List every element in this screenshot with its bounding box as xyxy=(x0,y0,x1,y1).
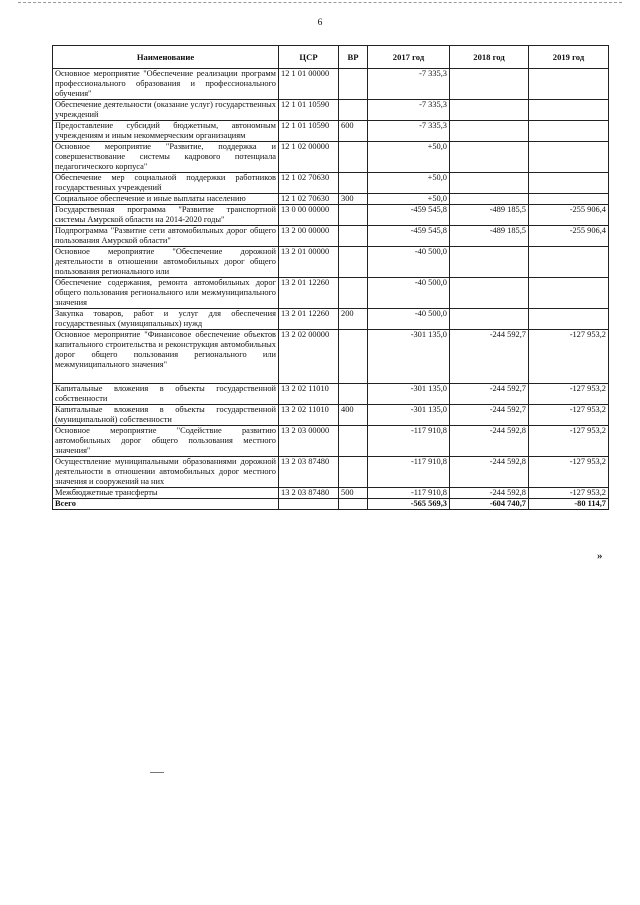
bottom-scan-mark xyxy=(150,772,164,773)
row-2018-cell: -244 592,8 xyxy=(450,457,529,488)
row-2019-cell: -127 953,2 xyxy=(529,330,609,384)
row-csr-cell: 13 2 01 00000 xyxy=(279,247,339,278)
table-row xyxy=(53,100,609,121)
row-2018-cell: -244 592,7 xyxy=(450,405,529,426)
page-number: 6 xyxy=(317,18,323,28)
table-row xyxy=(53,69,609,100)
row-name-cell: Обеспечение содержания, ремонта автомобильных дорог общего пользования регионального или межмуниципального значения xyxy=(53,278,279,309)
row-name-cell: Социальное обеспечение и иные выплаты населению xyxy=(53,194,279,205)
row-vr-cell xyxy=(339,69,368,100)
row-2018-cell: -489 185,5 xyxy=(450,226,529,247)
row-2019-cell: -127 953,2 xyxy=(529,457,609,488)
row-vr-cell xyxy=(339,384,368,405)
table-row xyxy=(53,194,609,205)
row-csr-cell: 13 2 03 87480 xyxy=(279,488,339,499)
row-2019-cell: -127 953,2 xyxy=(529,426,609,457)
row-vr-cell: 200 xyxy=(339,309,368,330)
row-2019-cell: -255 906,4 xyxy=(529,226,609,247)
top-dashed-line xyxy=(18,2,622,3)
table-row xyxy=(53,121,609,142)
header-vr: ВР xyxy=(339,46,368,69)
row-2017-cell: -117 910,8 xyxy=(368,457,450,488)
row-2017-cell: -117 910,8 xyxy=(368,488,450,499)
row-2017-cell: -7 335,3 xyxy=(368,100,450,121)
row-csr-cell: 12 1 02 70630 xyxy=(279,173,339,194)
total-label: Всего xyxy=(53,499,279,510)
row-csr-cell: 13 2 03 00000 xyxy=(279,426,339,457)
row-name-cell: Закупка товаров, работ и услуг для обеспечения государственных (муниципальных) нужд xyxy=(53,309,279,330)
total-2019: -80 114,7 xyxy=(529,499,609,510)
row-2017-cell: -40 500,0 xyxy=(368,278,450,309)
row-name-cell: Основное мероприятие "Обеспечение дорожной деятельности в отношении автомобильных дорог общего пользования регионального или xyxy=(53,247,279,278)
row-2017-cell: -301 135,0 xyxy=(368,330,450,384)
row-2018-cell xyxy=(450,278,529,309)
row-2017-cell: +50,0 xyxy=(368,142,450,173)
row-csr-cell: 12 1 01 10590 xyxy=(279,121,339,142)
row-2019-cell: -127 953,2 xyxy=(529,384,609,405)
row-2017-cell: -7 335,3 xyxy=(368,69,450,100)
row-2019-cell xyxy=(529,69,609,100)
row-2019-cell xyxy=(529,194,609,205)
row-name-cell: Предоставление субсидий бюджетным, автономным учреждениям и иным некоммерческим организациям xyxy=(53,121,279,142)
row-2018-cell xyxy=(450,309,529,330)
row-csr-cell: 13 0 00 00000 xyxy=(279,205,339,226)
row-vr-cell xyxy=(339,205,368,226)
row-csr-cell: 13 2 00 00000 xyxy=(279,226,339,247)
header-csr: ЦСР xyxy=(279,46,339,69)
row-csr-cell: 12 1 02 00000 xyxy=(279,142,339,173)
row-name-cell: Межбюджетные трансферты xyxy=(53,488,279,499)
row-2017-cell: +50,0 xyxy=(368,173,450,194)
row-name-cell: Капитальные вложения в объекты государственной (муниципальной) собственности xyxy=(53,405,279,426)
row-vr-cell xyxy=(339,247,368,278)
total-2018: -604 740,7 xyxy=(450,499,529,510)
row-vr-cell xyxy=(339,278,368,309)
header-2019: 2019 год xyxy=(529,46,609,69)
table-row xyxy=(53,309,609,330)
row-2017-cell: -301 135,0 xyxy=(368,384,450,405)
row-vr-cell xyxy=(339,330,368,384)
row-vr-cell xyxy=(339,100,368,121)
table-body xyxy=(53,69,609,510)
table-row xyxy=(53,142,609,173)
row-vr-cell: 500 xyxy=(339,488,368,499)
row-name-cell: Капитальные вложения в объекты государственной собственности xyxy=(53,384,279,405)
row-name-cell: Основное мероприятие "Финансовое обеспечение объектов капитального строительства и реконструкция автомобильных дорог общего пользования регионального или межмуниципального значения" xyxy=(53,330,279,384)
row-csr-cell: 12 1 02 70630 xyxy=(279,194,339,205)
row-name-cell: Основное мероприятие "Развитие, поддержка и совершенствование системы кадрового потенциала педагогического корпуса" xyxy=(53,142,279,173)
row-2018-cell xyxy=(450,100,529,121)
table-row xyxy=(53,384,609,405)
row-2018-cell: -244 592,7 xyxy=(450,384,529,405)
total-2017: -565 569,3 xyxy=(368,499,450,510)
row-vr-cell xyxy=(339,226,368,247)
row-vr-cell: 600 xyxy=(339,121,368,142)
table-row xyxy=(53,405,609,426)
row-2017-cell: -7 335,3 xyxy=(368,121,450,142)
row-vr-cell: 300 xyxy=(339,194,368,205)
table-row xyxy=(53,205,609,226)
table-row xyxy=(53,426,609,457)
row-2017-cell: -117 910,8 xyxy=(368,426,450,457)
row-csr-cell: 13 2 03 87480 xyxy=(279,457,339,488)
row-csr-cell: 13 2 02 00000 xyxy=(279,330,339,384)
row-2019-cell xyxy=(529,247,609,278)
row-name-cell: Обеспечение деятельности (оказание услуг) государственных учреждений xyxy=(53,100,279,121)
row-2019-cell: -127 953,2 xyxy=(529,405,609,426)
row-csr-cell: 12 1 01 10590 xyxy=(279,100,339,121)
row-2018-cell: -244 592,8 xyxy=(450,426,529,457)
row-2017-cell: -40 500,0 xyxy=(368,247,450,278)
row-csr-cell: 13 2 01 12260 xyxy=(279,278,339,309)
header-row xyxy=(53,46,609,69)
header-2017: 2017 год xyxy=(368,46,450,69)
row-vr-cell xyxy=(339,173,368,194)
row-2018-cell: -489 185,5 xyxy=(450,205,529,226)
table-row xyxy=(53,330,609,384)
row-2018-cell xyxy=(450,173,529,194)
row-2018-cell xyxy=(450,142,529,173)
row-2017-cell: -459 545,8 xyxy=(368,205,450,226)
row-2017-cell: -459 545,8 xyxy=(368,226,450,247)
row-vr-cell xyxy=(339,457,368,488)
row-name-cell: Обеспечение мер социальной поддержки работников государственных учреждений xyxy=(53,173,279,194)
row-2019-cell: -127 953,2 xyxy=(529,488,609,499)
table-row xyxy=(53,247,609,278)
row-2019-cell xyxy=(529,121,609,142)
header-2018: 2018 год xyxy=(450,46,529,69)
row-name-cell: Основное мероприятие "Обеспечение реализации программ профессионального образования и профессионального обучения" xyxy=(53,69,279,100)
row-2019-cell xyxy=(529,142,609,173)
row-2019-cell: -255 906,4 xyxy=(529,205,609,226)
row-csr-cell: 12 1 01 00000 xyxy=(279,69,339,100)
row-name-cell: Подпрограмма "Развитие сети автомобильных дорог общего пользования Амурской области" xyxy=(53,226,279,247)
row-2017-cell: +50,0 xyxy=(368,194,450,205)
row-vr-cell xyxy=(339,142,368,173)
row-2018-cell: -244 592,8 xyxy=(450,488,529,499)
row-2017-cell: -40 500,0 xyxy=(368,309,450,330)
row-2017-cell: -301 135,0 xyxy=(368,405,450,426)
row-vr-cell: 400 xyxy=(339,405,368,426)
row-2019-cell xyxy=(529,309,609,330)
budget-table xyxy=(52,45,609,510)
row-2018-cell xyxy=(450,121,529,142)
row-csr-cell: 13 2 02 11010 xyxy=(279,384,339,405)
closing-quote-mark: » xyxy=(597,550,603,562)
row-vr-cell xyxy=(339,426,368,457)
row-csr-cell: 13 2 02 11010 xyxy=(279,405,339,426)
table-row xyxy=(53,278,609,309)
row-2018-cell xyxy=(450,247,529,278)
table-row xyxy=(53,226,609,247)
row-2018-cell xyxy=(450,69,529,100)
row-name-cell: Осуществление муниципальными образованиями дорожной деятельности в отношении автомобильных дорог местного значения и сооружений на них xyxy=(53,457,279,488)
row-2019-cell xyxy=(529,100,609,121)
row-csr-cell: 13 2 01 12260 xyxy=(279,309,339,330)
row-name-cell: Основное мероприятие "Содействие развитию автомобильных дорог общего пользования местного значения" xyxy=(53,426,279,457)
table-row xyxy=(53,457,609,488)
total-csr xyxy=(279,499,339,510)
total-vr xyxy=(339,499,368,510)
row-2018-cell: -244 592,7 xyxy=(450,330,529,384)
row-2018-cell xyxy=(450,194,529,205)
table-row xyxy=(53,173,609,194)
total-row xyxy=(53,499,609,510)
header-name: Наименование xyxy=(53,46,279,69)
row-name-cell: Государственная программа "Развитие транспортной системы Амурской области на 2014-2020 годы" xyxy=(53,205,279,226)
row-2019-cell xyxy=(529,278,609,309)
table-row xyxy=(53,488,609,499)
row-2019-cell xyxy=(529,173,609,194)
